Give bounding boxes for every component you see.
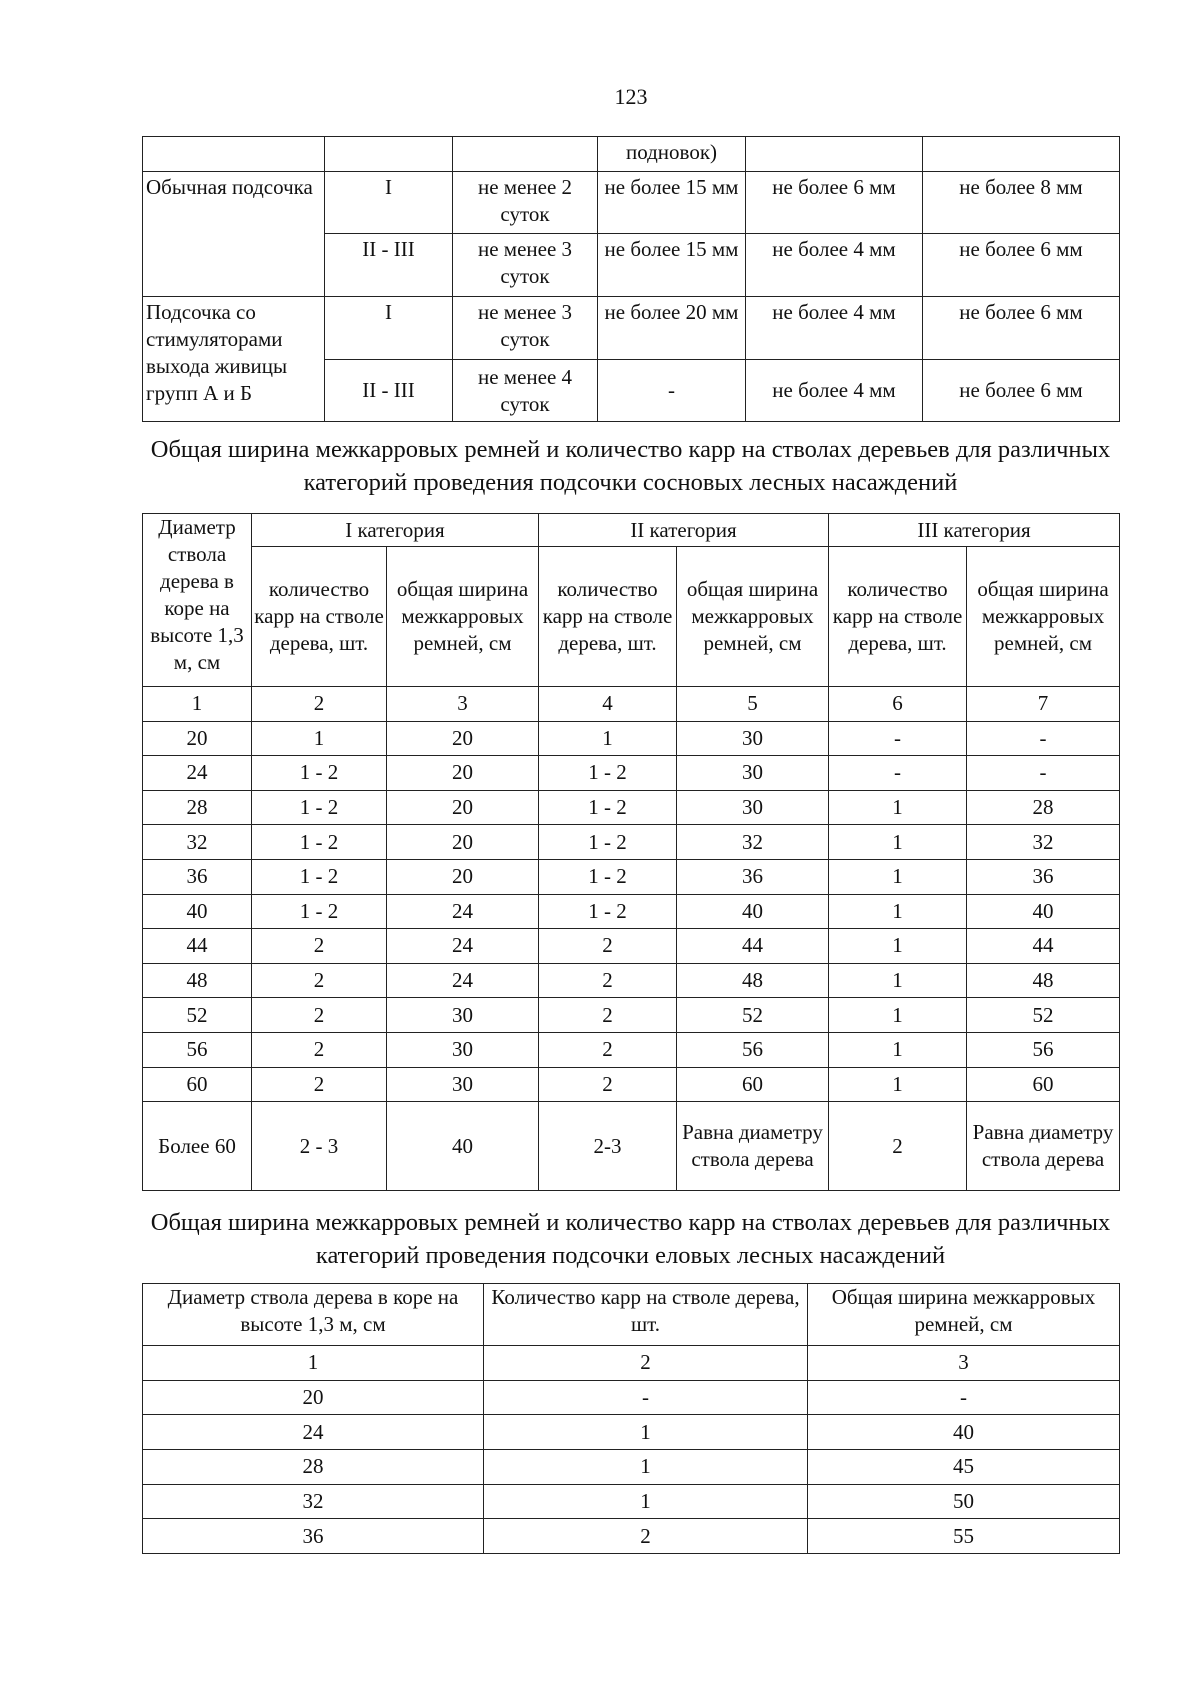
tapping-type-cell: Подсочка со стимуляторами выхода живицы групп А и Б xyxy=(143,297,325,422)
table-cell: 2 xyxy=(829,1102,967,1191)
table-cell: 1 - 2 xyxy=(539,859,677,894)
table-cell: 36 xyxy=(677,859,829,894)
table-cell: 36 xyxy=(143,1519,484,1554)
table-cell: 30 xyxy=(677,756,829,791)
table-cell: 6 xyxy=(829,687,967,722)
table-cell: 30 xyxy=(387,1067,539,1102)
table-cell: 2 xyxy=(484,1346,808,1381)
table-row xyxy=(143,1380,1120,1415)
table-cell: 50 xyxy=(808,1484,1120,1519)
table-cell: 2 xyxy=(539,1032,677,1067)
count-header: Количество карр на стволе дерева, шт. xyxy=(484,1284,808,1346)
table-cell: 40 xyxy=(967,894,1120,929)
table-cell: 30 xyxy=(387,1032,539,1067)
table-cell: 32 xyxy=(967,825,1120,860)
table-cell: 7 xyxy=(967,687,1120,722)
table-cell: 28 xyxy=(143,1450,484,1485)
table-cell: 2-3 xyxy=(539,1102,677,1191)
table-cell: 1 xyxy=(143,687,252,722)
table-cell: 2 xyxy=(252,1032,387,1067)
table-cell: не более 15 мм xyxy=(598,172,746,234)
table-cell: 2 xyxy=(539,1067,677,1102)
table-cell: 20 xyxy=(387,756,539,791)
pine-tapping-table xyxy=(142,513,1120,1191)
table-cell: 30 xyxy=(677,790,829,825)
table-cell: 44 xyxy=(967,929,1120,964)
table-cell: 32 xyxy=(143,825,252,860)
table-row xyxy=(143,137,1120,172)
table-cell: I xyxy=(325,172,453,234)
table-cell: не более 4 мм xyxy=(746,234,923,297)
table-row xyxy=(143,998,1120,1033)
table-cell: 1 xyxy=(143,1346,484,1381)
table-row xyxy=(143,1346,1120,1381)
table-cell: 3 xyxy=(808,1346,1120,1381)
table-cell: 2 xyxy=(252,929,387,964)
table-cell: 36 xyxy=(143,859,252,894)
table-cell: - xyxy=(829,756,967,791)
table-cell: 1 - 2 xyxy=(252,825,387,860)
table-cell: 1 - 2 xyxy=(252,859,387,894)
table-cell: 20 xyxy=(387,790,539,825)
table-cell: 2 xyxy=(539,998,677,1033)
table-row xyxy=(143,790,1120,825)
table-cell: 1 xyxy=(829,859,967,894)
table-cell: Более 60 xyxy=(143,1102,252,1191)
table-cell xyxy=(923,137,1120,172)
category-header: II категория xyxy=(539,514,829,547)
table-row xyxy=(143,1450,1120,1485)
table-cell: 2 xyxy=(539,929,677,964)
table-cell: 1 xyxy=(829,1032,967,1067)
table-cell: не менее 3 суток xyxy=(453,234,598,297)
table-cell: 48 xyxy=(677,963,829,998)
table-cell: - xyxy=(829,721,967,756)
table-row xyxy=(143,1484,1120,1519)
table-cell: 30 xyxy=(677,721,829,756)
table-cell: 44 xyxy=(677,929,829,964)
table-cell: 1 xyxy=(484,1415,808,1450)
table-cell: 60 xyxy=(677,1067,829,1102)
table-header-row xyxy=(143,1284,1120,1346)
table-cell: 56 xyxy=(677,1032,829,1067)
table-cell: не менее 4 суток xyxy=(453,360,598,422)
diameter-header: Диаметр ствола дерева в коре на высоте 1,3 м, см xyxy=(143,1284,484,1346)
table-cell: 24 xyxy=(387,963,539,998)
spruce-table-title: Общая ширина межкарровых ремней и количество карр на стволах деревьев для различных категорий проведения подсочки еловых лесных насаждений xyxy=(150,1209,1111,1269)
table-cell: 48 xyxy=(967,963,1120,998)
table-cell: 24 xyxy=(387,929,539,964)
table-cell: 40 xyxy=(808,1415,1120,1450)
table-cell: 24 xyxy=(387,894,539,929)
table-cell: 40 xyxy=(387,1102,539,1191)
table-cell: 48 xyxy=(143,963,252,998)
table-cell: 20 xyxy=(387,721,539,756)
table-cell xyxy=(143,137,325,172)
table-cell: II - III xyxy=(325,234,453,297)
table-cell: 1 xyxy=(829,998,967,1033)
table-row xyxy=(143,172,1120,234)
table-cell: 1 xyxy=(829,929,967,964)
table-row xyxy=(143,963,1120,998)
width-header: Общая ширина межкарровых ремней, см xyxy=(808,1284,1120,1346)
table-cell: 24 xyxy=(143,1415,484,1450)
table-cell: 24 xyxy=(143,756,252,791)
table-cell: 60 xyxy=(143,1067,252,1102)
table-cell: - xyxy=(598,360,746,422)
table-cell: 3 xyxy=(387,687,539,722)
table-cell: 56 xyxy=(967,1032,1120,1067)
table-cell: не более 6 мм xyxy=(923,234,1120,297)
table-cell xyxy=(325,137,453,172)
table-cell: не более 6 мм xyxy=(923,360,1120,422)
table-cell: 40 xyxy=(677,894,829,929)
table-header-row xyxy=(143,547,1120,687)
table-cell: Равна диаметру ствола дерева xyxy=(677,1102,829,1191)
table-cell: 2 xyxy=(252,963,387,998)
table-cell: 1 xyxy=(829,1067,967,1102)
table-row xyxy=(143,721,1120,756)
table-cell: 55 xyxy=(808,1519,1120,1554)
diameter-header: Диаметр ствола дерева в коре на высоте 1,3 м, см xyxy=(143,514,252,687)
table-cell: 4 xyxy=(539,687,677,722)
table-cell: 1 xyxy=(539,721,677,756)
table-cell: 1 - 2 xyxy=(539,790,677,825)
table-cell: подновок) xyxy=(598,137,746,172)
table-cell xyxy=(453,137,598,172)
table-cell: 1 xyxy=(829,790,967,825)
pine-table-title: Общая ширина межкарровых ремней и количество карр на стволах деревьев для различных категорий проведения подсочки сосновых лесных насаждений xyxy=(150,436,1111,496)
table-cell: 1 - 2 xyxy=(539,825,677,860)
table-cell: 1 xyxy=(484,1450,808,1485)
table-cell: 1 - 2 xyxy=(252,790,387,825)
table-cell: 30 xyxy=(387,998,539,1033)
table-cell: 20 xyxy=(387,859,539,894)
table-cell: 56 xyxy=(143,1032,252,1067)
table-cell: не более 4 мм xyxy=(746,297,923,360)
width-header: общая ширина межкарровых ремней, см xyxy=(967,547,1120,687)
table-cell: 40 xyxy=(143,894,252,929)
table-cell: 1 xyxy=(484,1484,808,1519)
table-cell: 20 xyxy=(143,721,252,756)
table-row xyxy=(143,1032,1120,1067)
category-header: I категория xyxy=(252,514,539,547)
table-cell: не более 4 мм xyxy=(746,360,923,422)
table-cell: 1 xyxy=(829,894,967,929)
table-cell: 52 xyxy=(677,998,829,1033)
table-cell: Равна диаметру ствола дерева xyxy=(967,1102,1120,1191)
table-cell: не более 8 мм xyxy=(923,172,1120,234)
table-cell: 1 - 2 xyxy=(539,894,677,929)
table-cell: не более 6 мм xyxy=(746,172,923,234)
table-cell: - xyxy=(967,756,1120,791)
table-cell: 45 xyxy=(808,1450,1120,1485)
table-cell xyxy=(746,137,923,172)
tapping-regime-table xyxy=(142,136,1120,422)
table-cell: I xyxy=(325,297,453,360)
table-row xyxy=(143,859,1120,894)
table-cell: 5 xyxy=(677,687,829,722)
table-row xyxy=(143,1102,1120,1191)
table-cell: 20 xyxy=(387,825,539,860)
table-cell: 2 xyxy=(484,1519,808,1554)
table-cell: 2 xyxy=(252,1067,387,1102)
table-cell: 52 xyxy=(143,998,252,1033)
table-cell: 2 - 3 xyxy=(252,1102,387,1191)
table-cell: не более 6 мм xyxy=(923,297,1120,360)
table-cell: 36 xyxy=(967,859,1120,894)
table-cell: 2 xyxy=(252,687,387,722)
table-cell: 20 xyxy=(143,1380,484,1415)
table-cell: 2 xyxy=(252,998,387,1033)
spruce-tapping-table xyxy=(142,1283,1120,1554)
table-cell: - xyxy=(808,1380,1120,1415)
table-cell: 1 xyxy=(829,963,967,998)
table-cell: 1 xyxy=(252,721,387,756)
width-header: общая ширина межкарровых ремней, см xyxy=(387,547,539,687)
category-header: III категория xyxy=(829,514,1120,547)
table-cell: 28 xyxy=(967,790,1120,825)
table-cell: 1 - 2 xyxy=(252,756,387,791)
table-cell: 1 xyxy=(829,825,967,860)
table-row xyxy=(143,1519,1120,1554)
table-cell: 52 xyxy=(967,998,1120,1033)
width-header: общая ширина межкарровых ремней, см xyxy=(677,547,829,687)
table-cell: 44 xyxy=(143,929,252,964)
table-cell: 32 xyxy=(677,825,829,860)
count-header: количество карр на стволе дерева, шт. xyxy=(539,547,677,687)
table-cell: не более 15 мм xyxy=(598,234,746,297)
table-row xyxy=(143,929,1120,964)
table-cell: не менее 2 суток xyxy=(453,172,598,234)
count-header: количество карр на стволе дерева, шт. xyxy=(829,547,967,687)
table-cell: 60 xyxy=(967,1067,1120,1102)
table-cell: не менее 3 суток xyxy=(453,297,598,360)
table-cell: 1 - 2 xyxy=(539,756,677,791)
table-cell: 32 xyxy=(143,1484,484,1519)
table-row xyxy=(143,825,1120,860)
table-row xyxy=(143,756,1120,791)
count-header: количество карр на стволе дерева, шт. xyxy=(252,547,387,687)
table-cell: 2 xyxy=(539,963,677,998)
page-number: 123 xyxy=(614,84,648,109)
table-cell: - xyxy=(484,1380,808,1415)
table-row xyxy=(143,297,1120,360)
table-row xyxy=(143,894,1120,929)
table-cell: 1 - 2 xyxy=(252,894,387,929)
table-row xyxy=(143,687,1120,722)
table-cell: не более 20 мм xyxy=(598,297,746,360)
table-cell: - xyxy=(967,721,1120,756)
tapping-type-cell: Обычная подсочка xyxy=(143,172,325,297)
table-cell: 28 xyxy=(143,790,252,825)
table-row xyxy=(143,1067,1120,1102)
table-header-row xyxy=(143,514,1120,547)
table-row xyxy=(143,1415,1120,1450)
table-cell: II - III xyxy=(325,360,453,422)
